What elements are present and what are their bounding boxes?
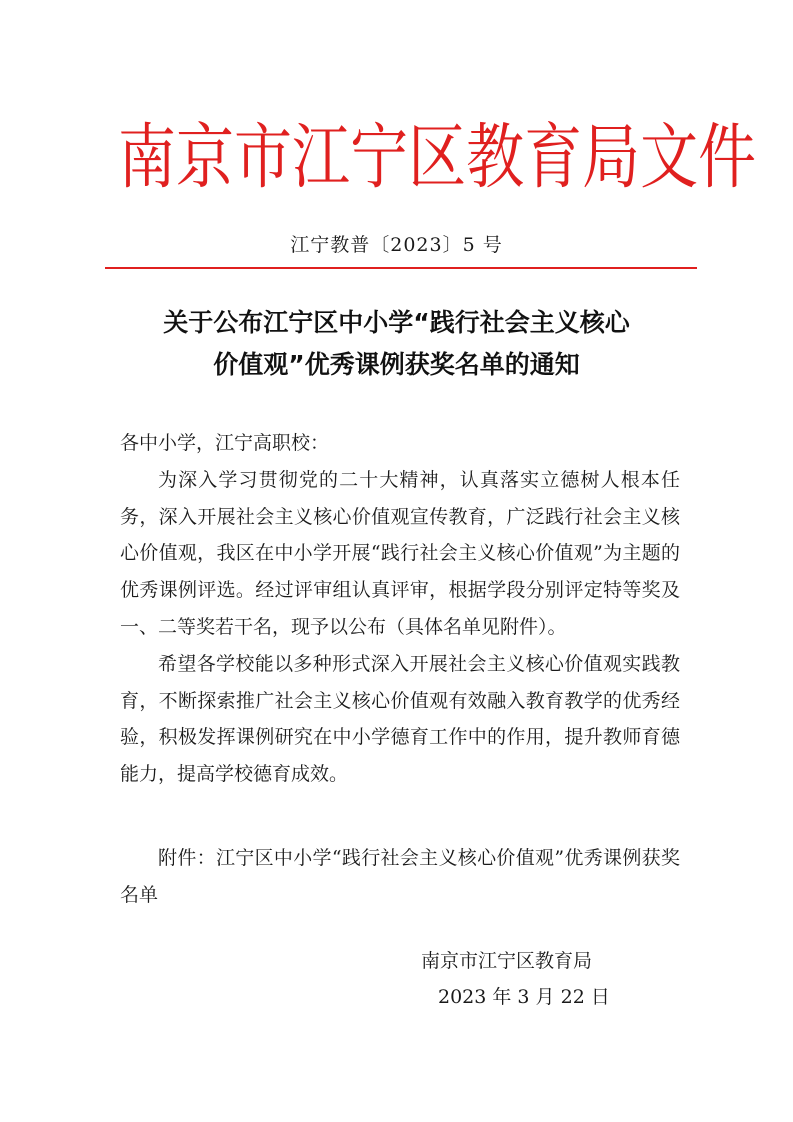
header-char: 南 — [118, 115, 177, 199]
document-number: 江宁教普〔2023〕5 号 — [290, 234, 503, 256]
header-char: 江 — [292, 115, 351, 199]
notice-title-line-2: 价值观”优秀课例获奖名单的通知 — [213, 350, 580, 379]
header-char: 京 — [176, 115, 235, 199]
header-char: 区 — [408, 115, 467, 199]
header-char: 宁 — [350, 115, 409, 199]
attachment-note: 附件：江宁区中小学“践行社会主义核心价值观”优秀课例获奖名单 — [120, 847, 680, 906]
addressee: 各中小学，江宁高职校： — [120, 432, 330, 454]
body-paragraph-1: 为深入学习贯彻党的二十大精神，认真落实立德树人根本任务，深入开展社会主义核心价值观宣传教育，广泛践行社会主义核心价值观，我区在中小学开展“践行社会主义核心价值观”为主题的优秀课例评选。经过评审组认真评审，根据学段分别评定特等奖及一、二等奖若干名，现予以公布（具体名单见附件）。 — [120, 468, 680, 638]
document-header-title — [118, 112, 757, 202]
red-divider-line — [105, 267, 697, 269]
header-char: 育 — [524, 115, 583, 199]
header-char: 局 — [582, 115, 641, 199]
notice-title-line-1: 关于公布江宁区中小学“践行社会主义核心 — [163, 308, 630, 337]
header-char: 市 — [234, 115, 293, 199]
header-char: 件 — [698, 115, 757, 199]
notice-body — [120, 425, 680, 793]
issue-date: 2023 年 3 月 22 日 — [438, 986, 610, 1008]
header-char: 文 — [640, 115, 699, 199]
body-paragraph-2: 希望各学校能以多种形式深入开展社会主义核心价值观实践教育，不断探索推广社会主义核心价值观有效融入教育教学的优秀经验，积极发挥课例研究在中小学德育工作中的作用，提升教师育德能力，提高学校德育成效。 — [120, 652, 680, 786]
header-char: 教 — [466, 115, 525, 199]
issuing-organization: 南京市江宁区教育局 — [421, 950, 593, 972]
notice-title — [90, 302, 703, 386]
